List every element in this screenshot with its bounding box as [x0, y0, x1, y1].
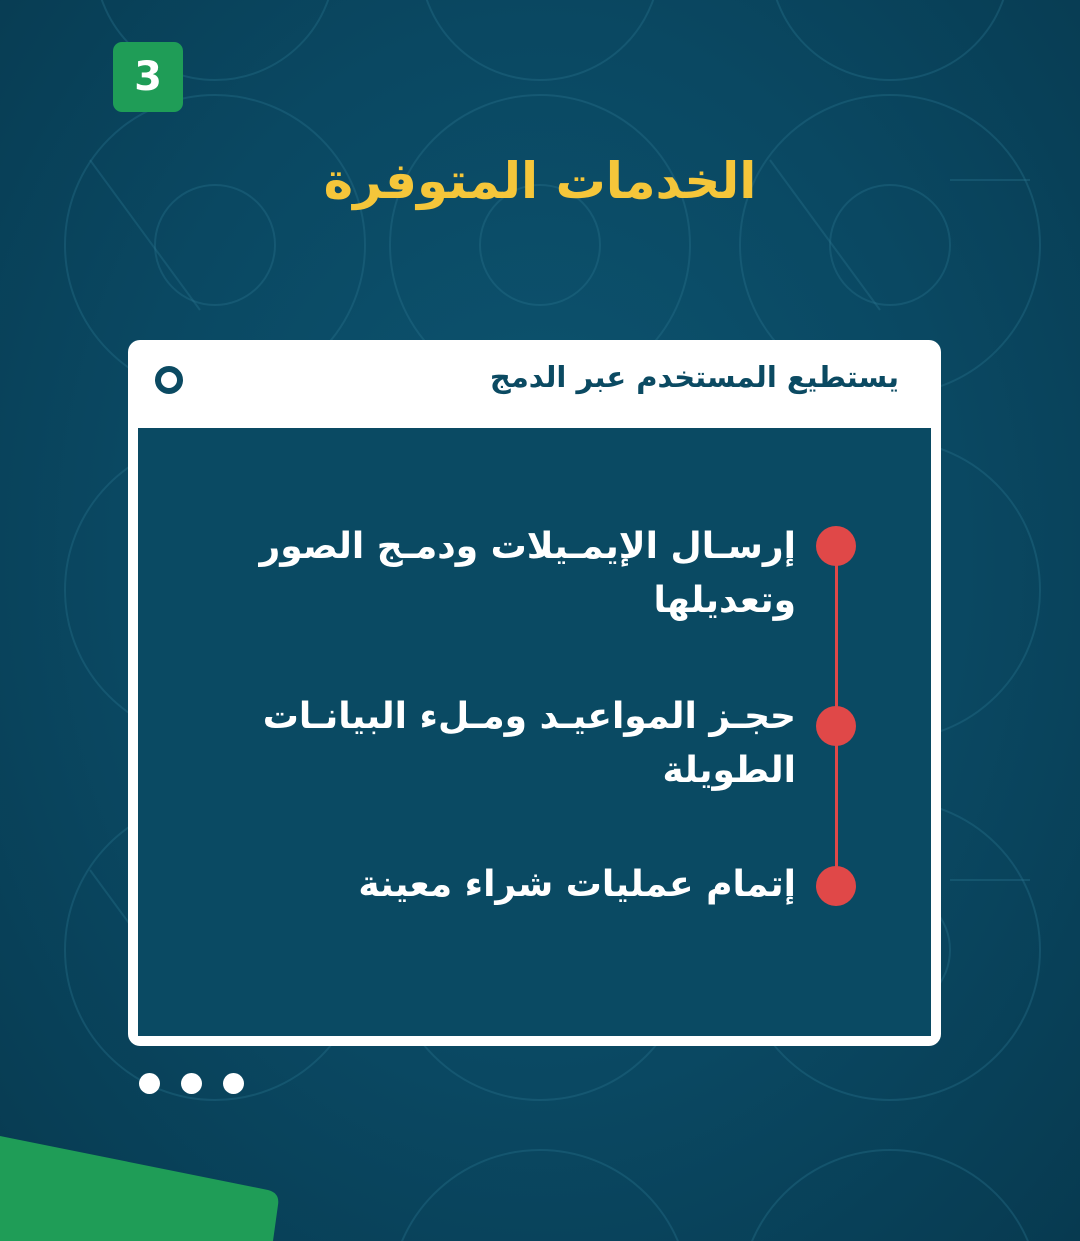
page-number-badge	[113, 42, 183, 112]
timeline-dot	[816, 526, 856, 566]
list-item: إرسـال الإيمـيلات ودمـج الصور وتعديلها	[259, 526, 796, 621]
card-header: يستطيع المستخدم عبر الدمج	[489, 360, 899, 394]
pagination-dot	[181, 1073, 202, 1094]
card-body	[138, 428, 931, 1036]
services-card	[128, 340, 941, 1046]
page-title: الخدمات المتوفرة	[323, 152, 757, 210]
green-corner-shape	[0, 1130, 290, 1241]
pagination-dot	[139, 1073, 160, 1094]
pagination-dot	[223, 1073, 244, 1094]
timeline-dot	[816, 866, 856, 906]
pagination-dots	[139, 1073, 244, 1094]
page-number: 3	[134, 54, 162, 100]
ring-icon	[155, 366, 183, 394]
timeline-dot	[816, 706, 856, 746]
list-item: حجـز المواعيـد ومـلء البيانـات الطويلة	[262, 696, 796, 791]
list-item: إتمام عمليات شراء معينة	[358, 864, 796, 905]
